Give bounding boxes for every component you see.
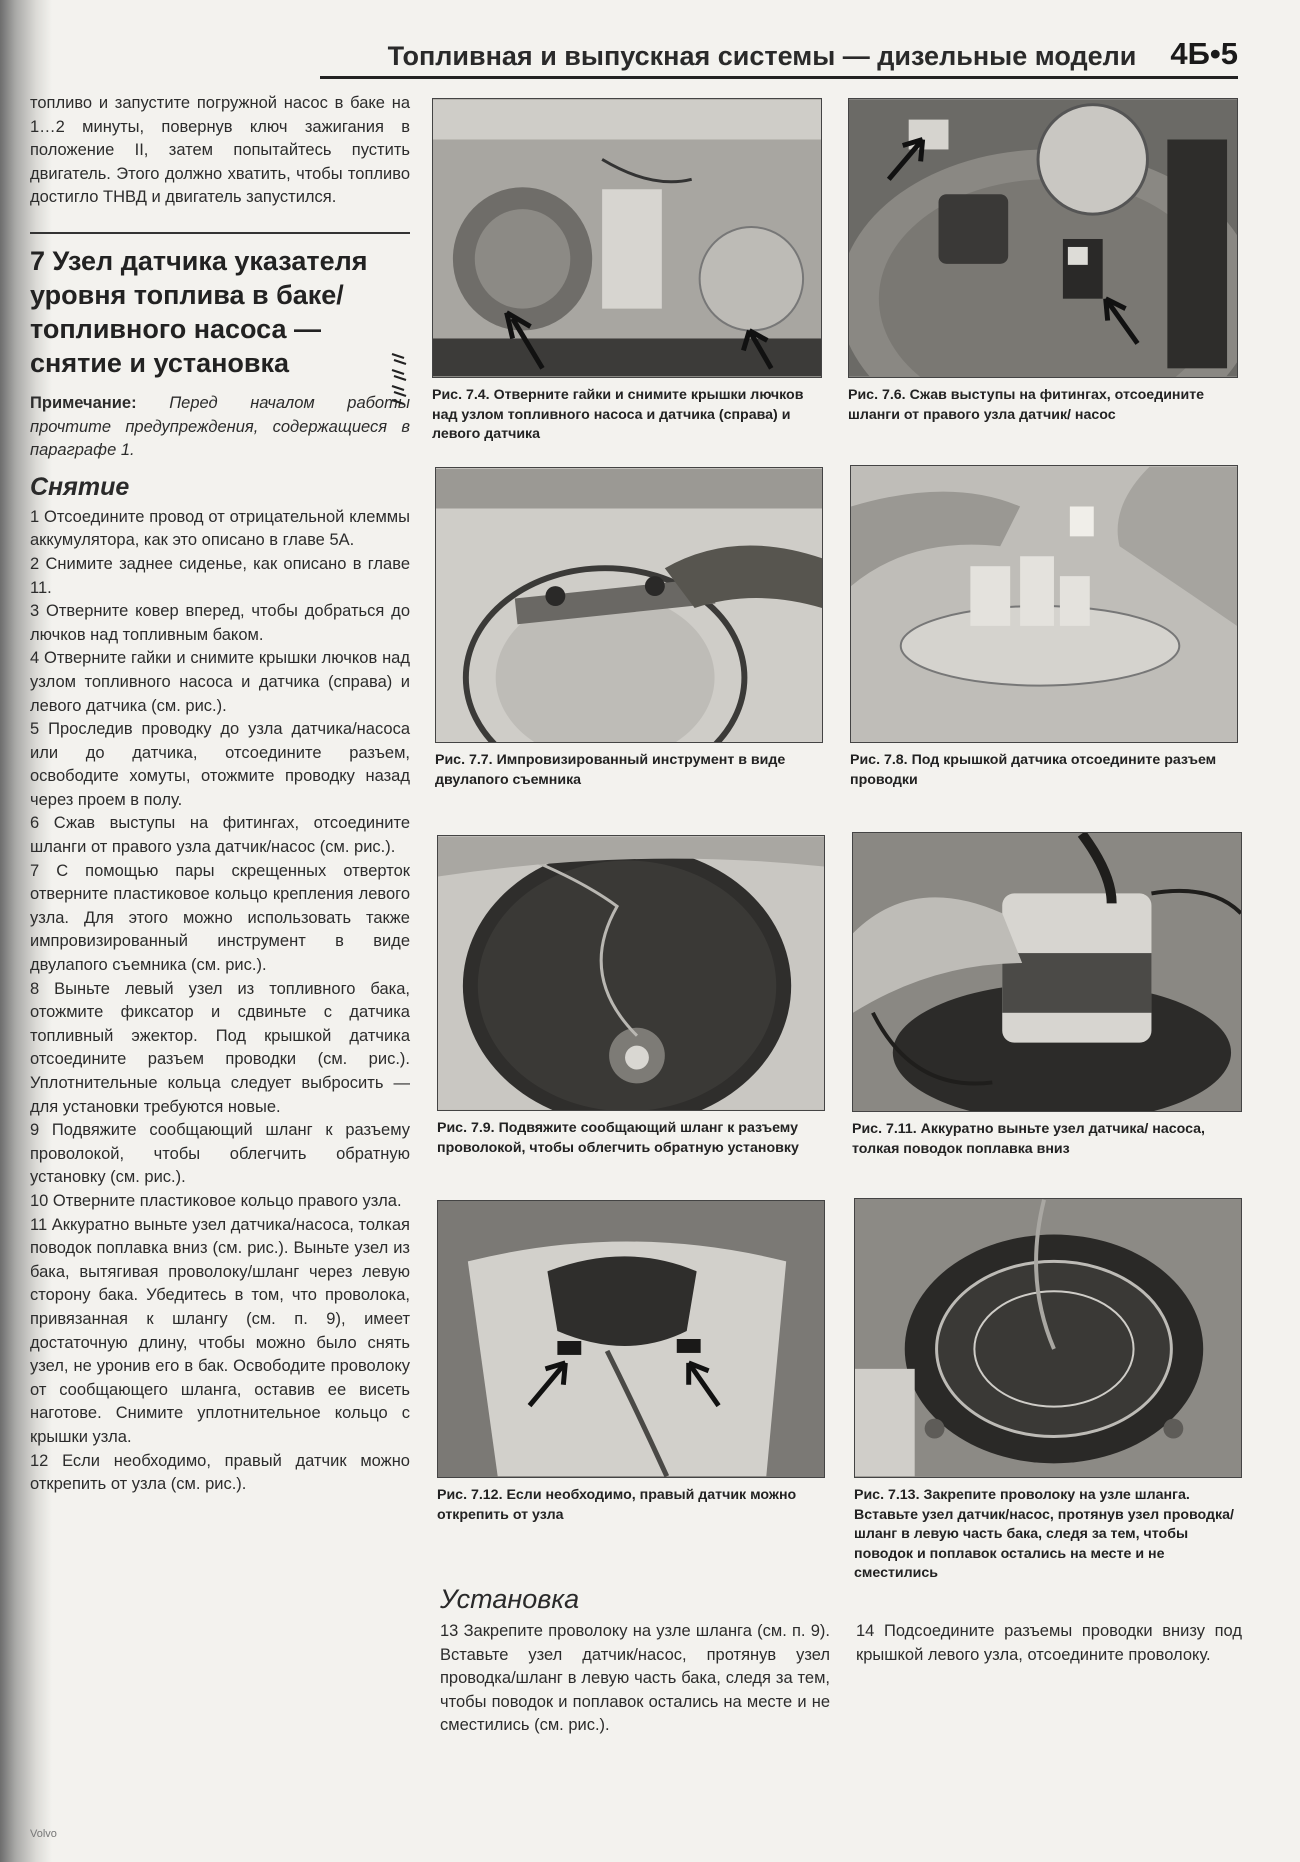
- figure-7-9-photo: [437, 835, 825, 1111]
- figure-caption: Рис. 7.7. Импровизированный инструмент в виде двулапого съемника: [435, 752, 786, 788]
- figure-7-6: [848, 98, 1238, 425]
- note-text: Перед началом работы прочтите предупреждения, содержащиеся в параграфе 1.: [30, 393, 410, 460]
- figure-7-4: [432, 98, 822, 445]
- figure-7-12-photo: [437, 1200, 825, 1478]
- wire-fitting-installation-illustration: [855, 1199, 1241, 1477]
- figure-caption: Рис. 7.9. Подвяжите сообщающий шланг к разъему проволокой, чтобы облегчить обратную установку: [437, 1120, 799, 1156]
- figure-7-13: [854, 1198, 1242, 1584]
- install-step-14: 14 Подсоедините разъемы проводки внизу под крышкой левого узла, отсоедините проволоку.: [856, 1622, 1242, 1664]
- removal-step: 6 Сжав выступы на фитингах, отсоедините шланги от правого узла датчик/насос (см. рис.).: [30, 814, 410, 857]
- figure-caption: Рис. 7.13. Закрепите проволоку на узле шланга. Вставьте узел датчик/насос, протянув узел проводка/шланг в левую часть бака, следя за тем, чтобы поводок и поплавок остались на месте и не сместились: [854, 1487, 1234, 1581]
- figure-7-11-photo: [852, 832, 1242, 1112]
- difficulty-wrench-icon: [388, 348, 410, 410]
- figure-7-4-photo: [432, 98, 822, 378]
- footer-brand: Volvo: [30, 1828, 57, 1840]
- figure-caption: Рис. 7.6. Сжав выступы на фитингах, отсоедините шланги от правого узла датчик/ насос: [848, 387, 1205, 423]
- figure-7-8-photo: [850, 465, 1238, 743]
- install-step-13: 13 Закрепите проволоку на узле шланга (см. п. 9). Вставьте узел датчик/насос, протянув узел проводка/шланг в левую часть бака, следя за тем, чтобы поводок и поплавок остались на месте и не сместились (см. рис.).: [440, 1622, 830, 1735]
- figure-7-13-photo: [854, 1198, 1242, 1478]
- section-divider: [30, 232, 410, 234]
- removal-step: 3 Отверните ковер вперед, чтобы добраться до лючков над топливным баком.: [30, 602, 410, 644]
- pump-unit-removal-illustration: [853, 833, 1241, 1111]
- hose-tied-to-connector-illustration: [438, 836, 824, 1110]
- page-number: 4Б•5: [1170, 36, 1238, 71]
- section-title: 7 Узел датчика указателя уровня топлива в баке/ топливного насоса — снятие и установка: [30, 245, 368, 378]
- removal-step: 8 Выньте левый узел из топливного бака, отожмите фиксатор и сдвиньте с датчика топливный эжектор. Под крышкой датчика отсоедините разъем проводки (см. рис.). Уплотнительные кольца следует выбросить — для установки требуются новые.: [30, 979, 410, 1116]
- two-leg-puller-tool-illustration: [436, 468, 822, 742]
- figure-caption: Рис. 7.8. Под крышкой датчика отсоедините разъем проводки: [850, 752, 1217, 788]
- figure-caption: Рис. 7.11. Аккуратно выньте узел датчика/ насоса, толкая поводок поплавка вниз: [852, 1121, 1205, 1157]
- figure-caption: Рис. 7.4. Отверните гайки и снимите крышки лючков над узлом топливного насоса и датчика (справа) и левого датчика: [432, 387, 804, 442]
- fitting-hoses-illustration: [849, 99, 1237, 377]
- removal-step: 11 Аккуратно выньте узел датчика/насоса, толкая поводок поплавка вниз (см. рис.). Выньте узел из бака, вытягивая проволоку/шланг через левую сторону бака. Убедитесь в том, что проволока, привязанная к шлангу (см. п. 9), имеет достаточную длину, чтобы можно было снять узел, не уронив его в бак. Освободите проволоку от сообщающего шланга, оставив ее висеть наготове. Снимите уплотнительное кольцо с крышки узла.: [30, 1215, 410, 1446]
- removal-step: 9 Подвяжите сообщающий шланг к разъему проволокой, чтобы облегчить обратную установку (см. рис.).: [30, 1121, 410, 1187]
- removal-step: 4 Отверните гайки и снимите крышки лючков над узлом топливного насоса и датчика (справа) и левого датчика (см. рис.).: [30, 649, 410, 715]
- chapter-title: Топливная и выпускная системы — дизельные модели: [387, 41, 1137, 71]
- figure-7-7: [435, 467, 823, 790]
- installation-heading: Установка: [440, 1584, 580, 1614]
- figure-7-12: [437, 1200, 825, 1525]
- removal-step: 1 Отсоедините провод от отрицательной клеммы аккумулятора, как это описано в главе 5А.: [30, 507, 410, 550]
- removal-step: 10 Отверните пластиковое кольцо правого узла.: [30, 1191, 402, 1210]
- figure-7-6-photo: [848, 98, 1238, 378]
- sensor-connector-illustration: [851, 466, 1237, 742]
- figure-caption: Рис. 7.12. Если необходимо, правый датчик можно открепить от узла: [437, 1487, 797, 1523]
- right-sensor-detach-illustration: [438, 1201, 824, 1477]
- figure-7-8: [850, 465, 1238, 790]
- note-label: Примечание:: [30, 393, 137, 412]
- removal-step: 7 С помощью пары скрещенных отверток отверните пластиковое кольцо крепления левого узла. Для этого можно использовать также импровизированный инструмент в виде двулапого съемника (см. рис.).: [30, 861, 410, 975]
- removal-heading: Снятие: [30, 472, 130, 501]
- figure-7-7-photo: [435, 467, 823, 743]
- warning-note: [30, 392, 410, 463]
- removal-step: 12 Если необходимо, правый датчик можно открепить от узла (см. рис.).: [30, 1451, 410, 1494]
- figure-7-11: [852, 832, 1242, 1159]
- removal-step: 5 Проследив проводку до узла датчика/насоса или до датчика, отсоедините разъем, освободите хомуты, отожмите проводку назад через проем в полу.: [30, 720, 410, 809]
- section-heading-block: [30, 244, 410, 380]
- figure-7-9: [437, 835, 825, 1158]
- page-header: [320, 24, 1238, 79]
- intro-paragraph: топливо и запустите погружной насос в баке на 1…2 минуты, повернув ключ зажигания в положение II, затем попытайтесь пустить двигатель. Этого должно хватить, чтобы топливо достигло ТНВД и двигатель запустился.: [30, 94, 410, 207]
- removal-step: 2 Снимите заднее сиденье, как описано в главе 11.: [30, 554, 410, 597]
- fuel-tank-access-covers-illustration: [433, 99, 821, 377]
- left-text-column: [30, 92, 410, 1497]
